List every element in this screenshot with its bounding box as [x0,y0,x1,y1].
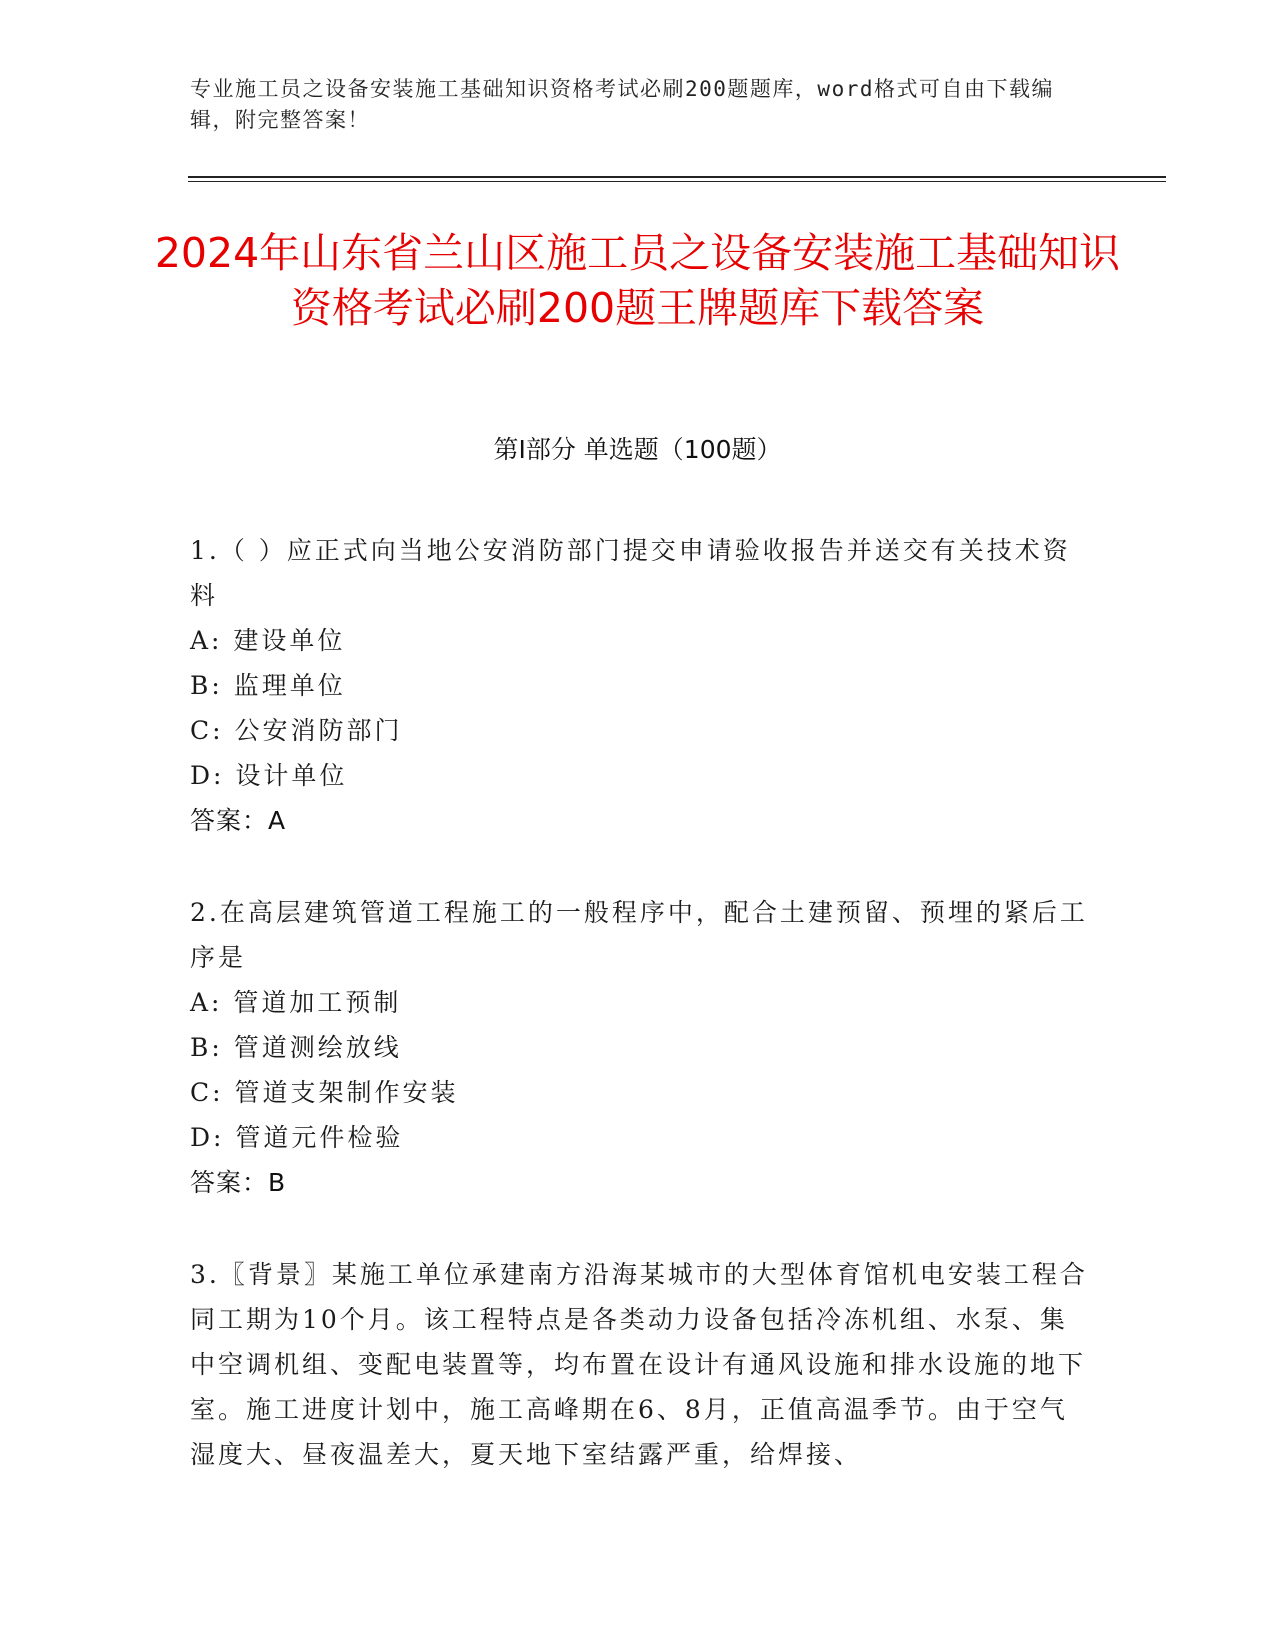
option-a: A: 建设单位 [190,626,346,655]
header-divider [188,176,1166,178]
answer: 答案：A [190,806,287,835]
option-d: D: 管道元件检验 [190,1123,404,1152]
option-c: C: 管道支架制作安装 [190,1078,459,1107]
question-stem: 3.〖背景〗某施工单位承建南方沿海某城市的大型体育馆机电安装工程合同工期为10个月。该工程特点是各类动力设备包括冷冻机组、水泵、集中空调机组、变配电装置等，均布置在设计有通风设施和排水设施的地下室。施工进度计划中，施工高峰期在6、8月，正值高温季节。由于空气湿度大、昼夜温差大，夏天地下室结露严重，给焊接、 [190,1260,1088,1469]
question-stem: 2.在高层建筑管道工程施工的一般程序中，配合土建预留、预埋的紧后工序是 [190,898,1088,972]
section-heading: 第I部分 单选题（100题） [493,435,782,464]
header-divider-thin [188,181,1166,182]
option-a: A: 管道加工预制 [190,988,402,1017]
question-1 [190,528,1090,843]
header-note: 专业施工员之设备安装施工基础知识资格考试必刷200题题库，word格式可自由下载编辑，附完整答案！ [190,77,1054,132]
question-2 [190,890,1090,1205]
question-3 [190,1252,1090,1477]
option-c: C: 公安消防部门 [190,716,403,745]
question-stem: 1.（ ）应正式向当地公安消防部门提交申请验收报告并送交有关技术资料 [190,536,1071,610]
option-d: D: 设计单位 [190,761,348,790]
option-b: B: 管道测绘放线 [190,1033,402,1062]
document-title: 2024年山东省兰山区施工员之设备安装施工基础知识资格考试必刷200题王牌题库下载答案 [154,229,1121,332]
answer: 答案：B [190,1168,287,1197]
option-b: B: 监理单位 [190,671,346,700]
